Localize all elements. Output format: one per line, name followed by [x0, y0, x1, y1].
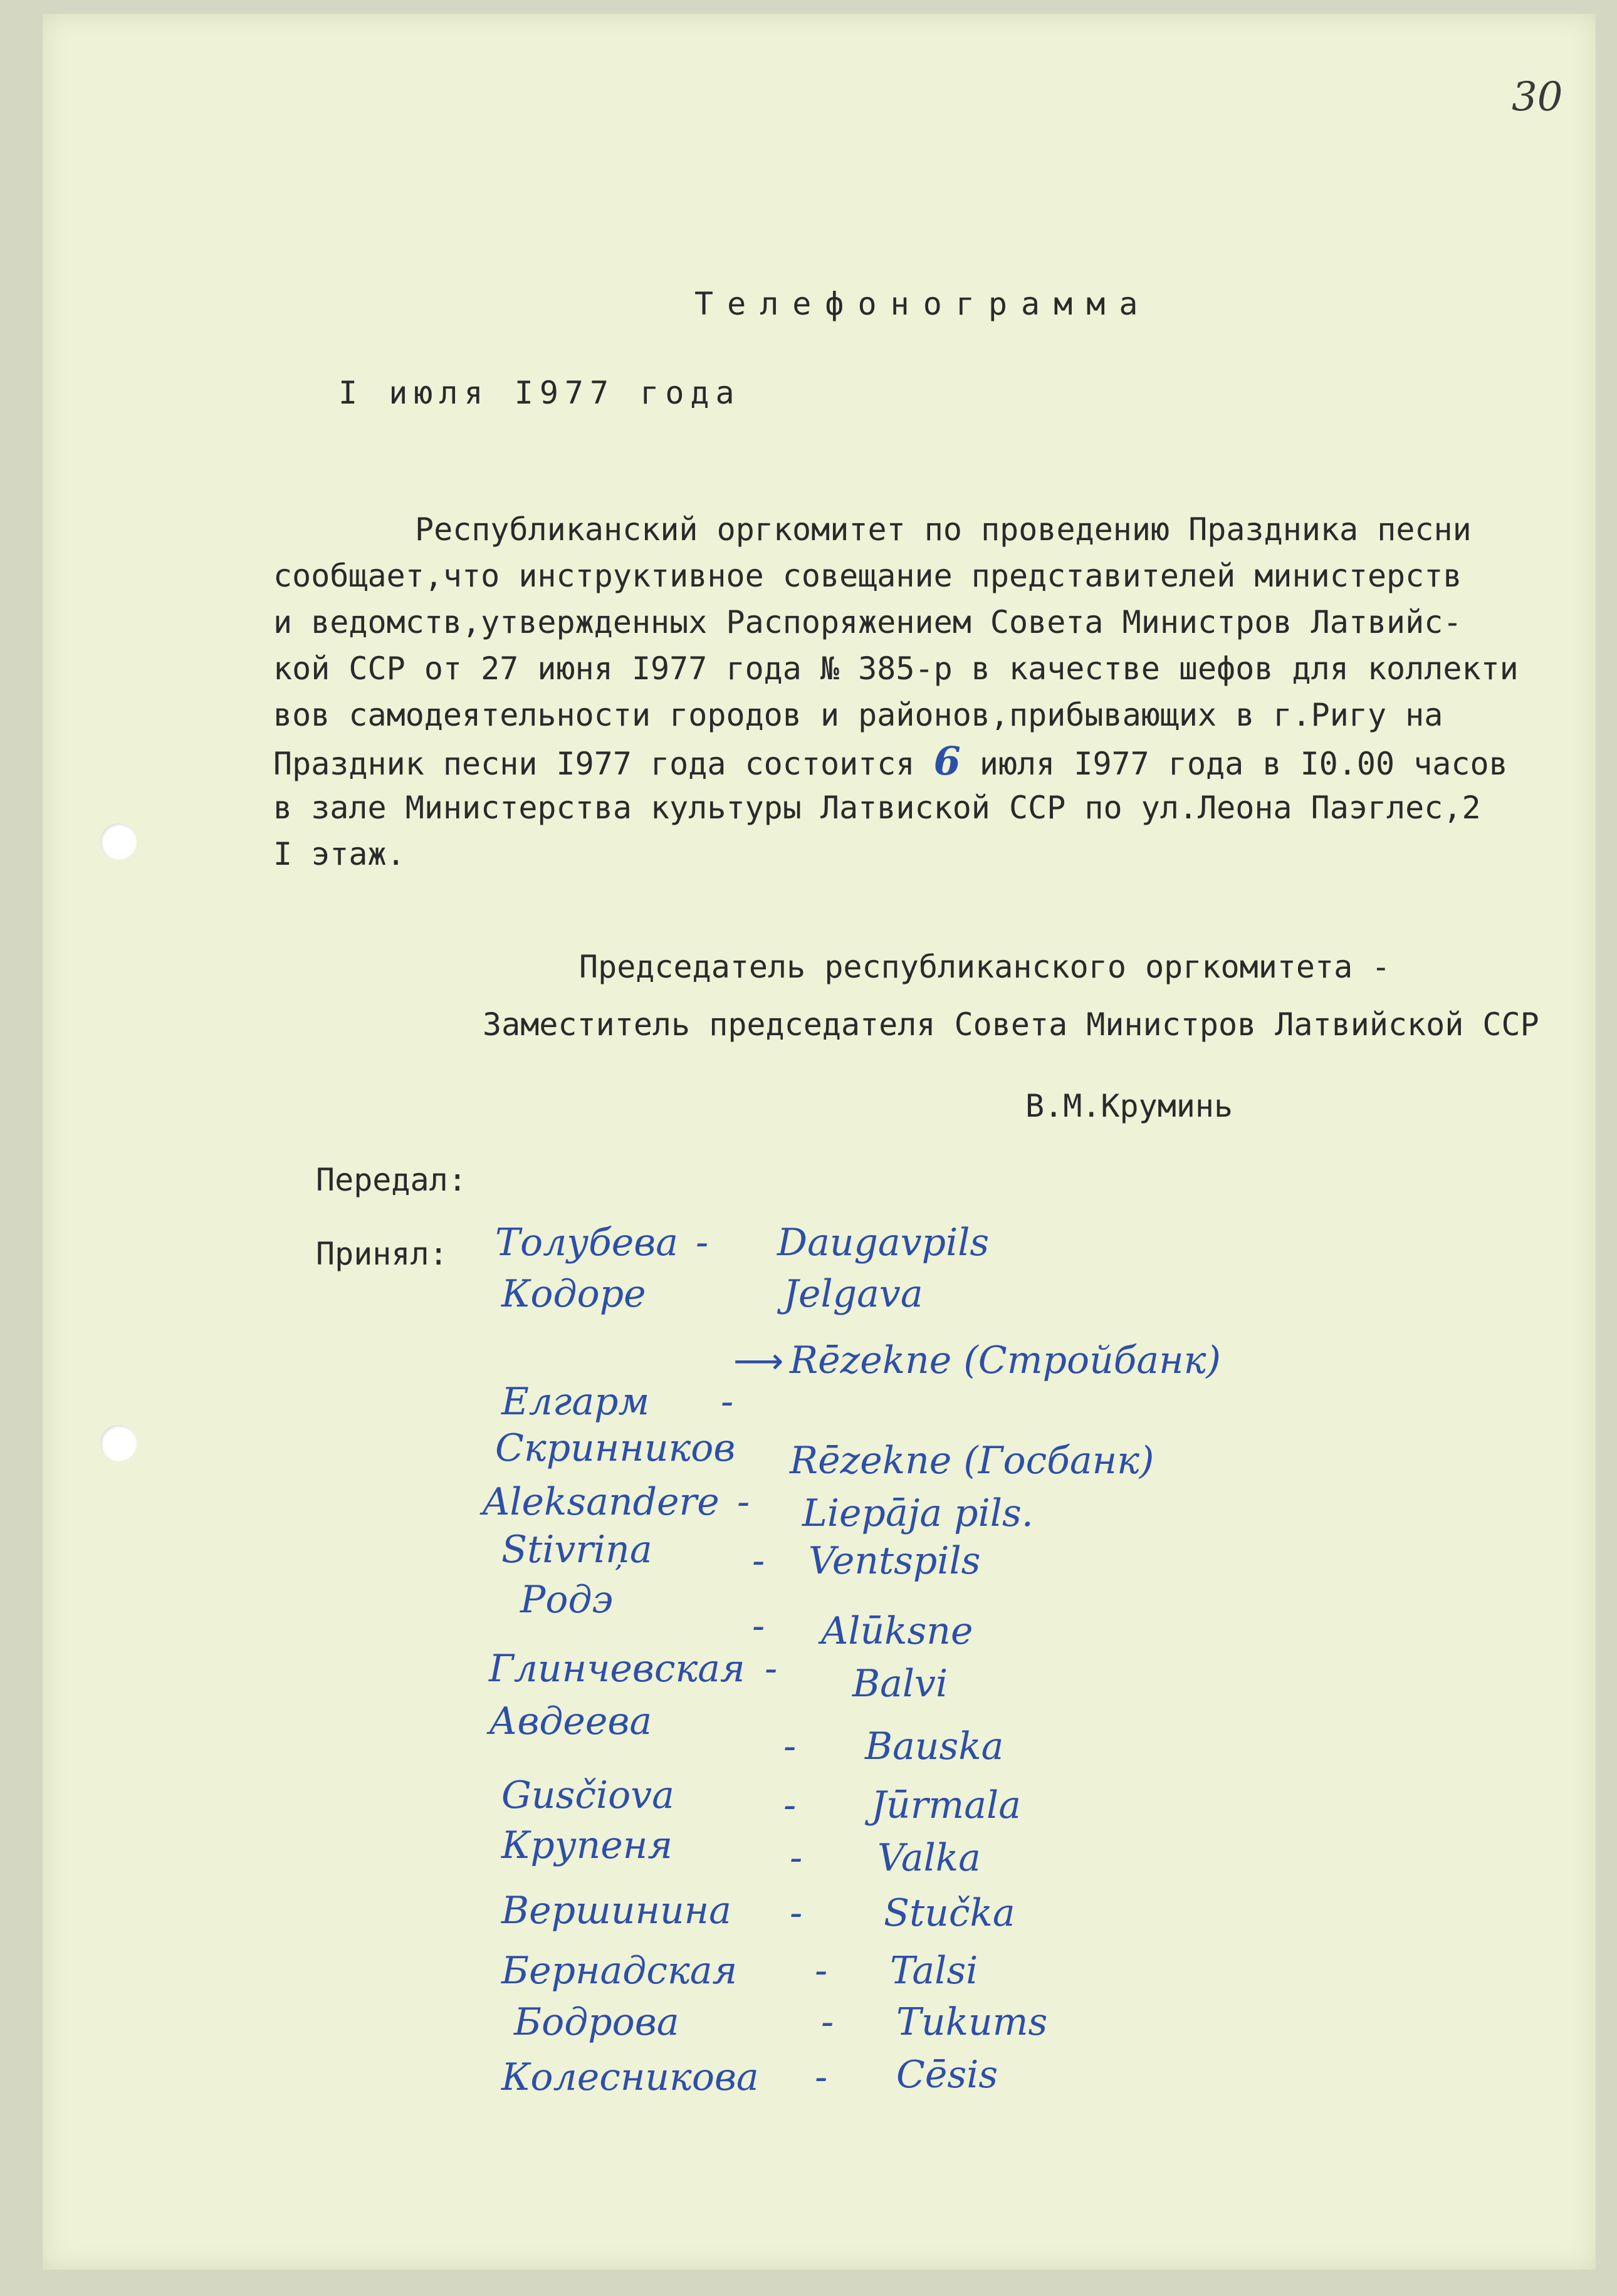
received-person: Крупеня: [501, 1824, 673, 1867]
body-line: и ведомств,утвержденных Распоряжением Совета Министров Латвийс-: [273, 604, 1462, 640]
received-dash: -: [696, 1221, 709, 1265]
handwritten-day-correction: 6: [933, 738, 961, 784]
received-place: Balvi: [852, 1662, 948, 1706]
signature-title-2: Заместитель председателя Совета Министров Латвийской ССР: [483, 1006, 1539, 1043]
received-person: Gusčiova: [501, 1773, 674, 1817]
received-place: Bauska: [865, 1725, 1004, 1768]
received-dash: -: [815, 2055, 828, 2099]
received-person: Авдеева: [489, 1699, 652, 1743]
received-person: Скринников: [495, 1426, 736, 1470]
body-line: сообщает,что инструктивное совещание представителей министерств: [273, 558, 1462, 594]
received-person: Кодоре: [501, 1272, 646, 1316]
body-line: вов самодеятельности городов и районов,прибывающих в г.Ригу на: [273, 697, 1443, 733]
received-place: Rēzekne (Стройбанк): [790, 1338, 1221, 1382]
received-place: Rēzekne (Госбанк): [790, 1439, 1154, 1483]
received-label: Принял:: [316, 1236, 448, 1272]
received-person: Бодрова: [514, 2000, 679, 2044]
received-place: Tukums: [896, 2000, 1048, 2044]
body-line: Республиканский оргкомитет по проведению Праздника песни: [415, 511, 1472, 548]
received-place: Liepāja pils.: [802, 1491, 1034, 1535]
received-person: Глинчевская: [489, 1647, 745, 1691]
archive-page-number: 30: [1512, 74, 1563, 120]
body-line: I этаж.: [273, 836, 406, 872]
received-person: Колесникова: [501, 2055, 759, 2099]
received-dash: -: [737, 1480, 750, 1524]
body-line: [273, 738, 1508, 787]
received-dash: -: [821, 2000, 834, 2044]
received-dash: -: [752, 1539, 765, 1583]
received-place: Alūksne: [821, 1609, 973, 1653]
signatory-name: В.М.Круминь: [1025, 1088, 1233, 1124]
received-place: Stučka: [884, 1891, 1015, 1935]
body-text: июля I977 года в I0.00 часов: [960, 746, 1508, 782]
transmitted-label: Передал:: [316, 1162, 467, 1198]
received-place: Cēsis: [896, 2053, 998, 2097]
received-place: Jūrmala: [871, 1783, 1022, 1827]
body-line: кой ССР от 27 июня I977 года № 385-р в качестве шефов для коллекти: [273, 650, 1519, 687]
received-person: Вершинина: [501, 1889, 731, 1933]
received-dash: -: [790, 1836, 803, 1880]
punch-hole: [100, 823, 137, 860]
received-place: Ventspils: [808, 1539, 981, 1583]
arrow-icon: ⟶: [733, 1341, 784, 1382]
body-text: Праздник песни I977 года состоится: [273, 746, 934, 782]
received-dash: -: [815, 1949, 828, 1993]
punch-hole: [100, 1425, 137, 1461]
received-place: Jelgava: [783, 1272, 923, 1316]
received-person: Родэ: [520, 1578, 614, 1622]
received-person: Aleksandere: [483, 1480, 720, 1524]
received-place: Talsi: [890, 1949, 978, 1993]
signature-title-1: Председатель республиканского оргкомитета -: [579, 949, 1391, 985]
body-line: в зале Министерства культуры Латвиской ССР по ул.Леона Паэглес,2: [273, 790, 1481, 826]
document-date: I июля I977 года: [338, 375, 741, 411]
received-place: Daugavpils: [777, 1221, 990, 1265]
received-dash: -: [783, 1725, 797, 1768]
received-person: Толубева: [495, 1221, 678, 1265]
received-dash: -: [721, 1380, 734, 1424]
received-person: Бернадская: [501, 1949, 738, 1993]
received-dash: -: [752, 1604, 765, 1648]
received-dash: -: [765, 1647, 778, 1691]
document-page: [43, 14, 1596, 2270]
received-dash: -: [783, 1783, 797, 1827]
document-title: Телефонограмма: [694, 286, 1152, 322]
received-person: Елгарм: [501, 1380, 650, 1424]
received-dash: -: [790, 1891, 803, 1935]
received-person: Stivriņa: [501, 1528, 652, 1572]
received-place: Valka: [877, 1836, 981, 1880]
